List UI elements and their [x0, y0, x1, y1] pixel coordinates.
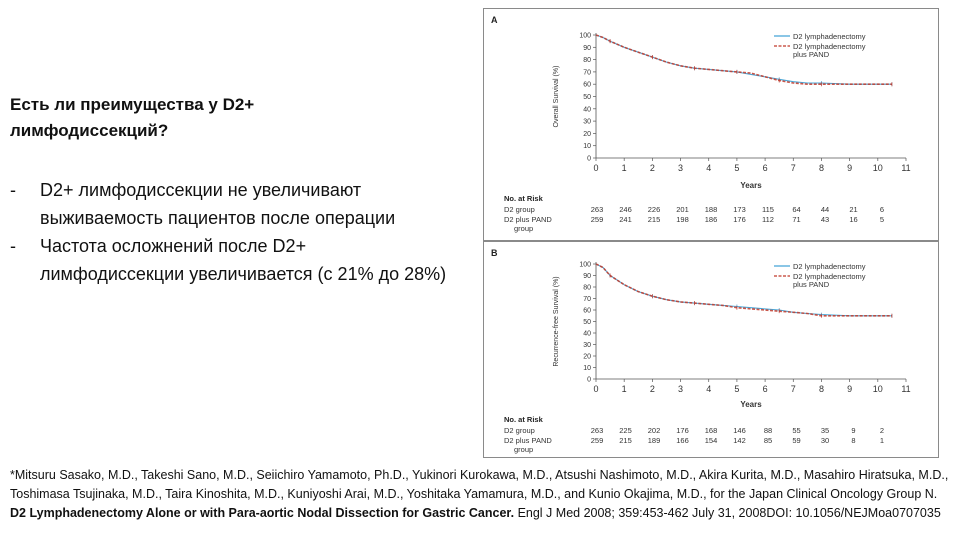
- risk-value: 8: [851, 436, 856, 445]
- bullet-dash: -: [10, 180, 16, 200]
- x-tick-label: 6: [762, 384, 768, 394]
- bullet-text: D2+ лимфодиссекции не увеличивают выживаемость пациентов после операции: [40, 180, 396, 228]
- x-tick-label: 8: [818, 163, 824, 173]
- x-tick-label: 4: [706, 384, 712, 394]
- footnote-citation: Engl J Med 2008; 359:453-462 July 31, 2008DOI: 10.1056/NEJMoa0707035: [517, 506, 941, 520]
- y-tick-label: 90: [583, 44, 591, 52]
- risk-value: 142: [733, 436, 746, 445]
- chart-panel-a: [484, 9, 938, 240]
- risk-table-title: No. at Risk: [504, 194, 543, 203]
- x-tick-label: 5: [734, 163, 740, 173]
- x-tick-label: 7: [790, 163, 796, 173]
- risk-value: 188: [704, 205, 718, 214]
- risk-value: 226: [647, 205, 661, 214]
- risk-value: 168: [704, 426, 718, 435]
- footnote-authors: *Mitsuru Sasako, M.D., Takeshi Sano, M.D., Seiichiro Yamamoto, Ph.D., Yukinori Kurokawa, M.D., Atsushi Nashimoto, M.D., Akira Kurita, M.D., Masahiro Hiratsuka, M.D., Toshimasa Tsujinaka, M.D., Taira Kinoshita, M.D., Kuniyoshi Arai, M.D., Yoshitaka Yamamura, M.D., and Kunio Okajima, M.D., for the Japan Clinical Oncology Group N.: [10, 468, 949, 501]
- risk-value: 176: [676, 426, 689, 435]
- y-tick-label: 70: [583, 296, 591, 303]
- risk-value: 201: [676, 205, 689, 214]
- legend-label: D2 lymphadenectomy: [793, 32, 866, 41]
- risk-value: 166: [676, 436, 689, 445]
- risk-value: 246: [619, 205, 632, 214]
- x-tick-label: 11: [901, 384, 911, 394]
- risk-value: 173: [733, 205, 746, 214]
- risk-value: 112: [762, 215, 774, 224]
- x-tick-label: 1: [621, 384, 627, 394]
- risk-value: 176: [733, 215, 746, 224]
- risk-value: 225: [619, 426, 632, 435]
- risk-value: 146: [733, 426, 746, 435]
- x-tick-label: 0: [593, 163, 599, 173]
- reference-footnote: [10, 466, 955, 523]
- risk-row-label: group: [514, 445, 534, 454]
- y-axis-label: Overall Survival (%): [553, 65, 560, 128]
- risk-value: 215: [619, 436, 632, 445]
- y-tick-label: 0: [587, 376, 591, 384]
- y-tick-label: 30: [583, 342, 591, 349]
- risk-value: 5: [879, 215, 885, 224]
- x-tick-label: 10: [872, 163, 883, 173]
- risk-value: 16: [849, 215, 858, 224]
- y-axis-label: Recurrence-free Survival (%): [553, 276, 560, 367]
- risk-table-title: No. at Risk: [504, 415, 543, 424]
- risk-value: 85: [763, 436, 773, 445]
- risk-value: 198: [676, 215, 689, 224]
- y-tick-label: 100: [579, 32, 591, 40]
- risk-value: 241: [619, 215, 632, 224]
- overall-survival-chart: [484, 9, 938, 240]
- legend-label: D2 lymphadenectomy: [793, 42, 866, 51]
- risk-value: 30: [820, 436, 830, 445]
- x-tick-label: 11: [901, 163, 911, 173]
- legend-label: plus PAND: [793, 280, 830, 289]
- y-tick-label: 10: [583, 365, 591, 372]
- risk-row-label: D2 plus PAND: [504, 436, 552, 445]
- risk-value: 9: [851, 426, 856, 435]
- risk-row-label: D2 group: [504, 205, 535, 214]
- risk-row-label: D2 group: [504, 426, 535, 435]
- x-tick-label: 3: [678, 163, 684, 173]
- risk-value: 202: [647, 426, 661, 435]
- panel-letter: A: [491, 15, 498, 25]
- x-tick-label: 2: [649, 384, 655, 394]
- x-tick-label: 10: [872, 384, 883, 394]
- risk-value: 55: [792, 426, 801, 435]
- x-axis-label: Years: [740, 181, 762, 190]
- risk-value: 215: [647, 215, 661, 224]
- survival-figure: [483, 8, 939, 458]
- y-tick-label: 70: [583, 69, 591, 77]
- risk-value: 263: [590, 426, 604, 435]
- panel-letter: B: [491, 248, 498, 258]
- bullet-dash: -: [10, 236, 16, 256]
- risk-value: 35: [820, 426, 830, 435]
- y-tick-label: 60: [583, 307, 591, 315]
- risk-value: 259: [590, 215, 604, 224]
- bullet-list: [10, 176, 450, 288]
- risk-value: 21: [849, 205, 858, 214]
- risk-row-label: D2 plus PAND: [504, 215, 552, 224]
- y-tick-label: 20: [583, 353, 591, 361]
- risk-value: 71: [792, 215, 801, 224]
- slide-heading: Есть ли преимущества у D2+ лимфодиссекций?: [10, 95, 255, 140]
- risk-value: 1: [879, 436, 885, 445]
- bullet-text: Частота осложнений после D2+ лимфодиссекции увеличивается (с 21% до 28%): [40, 236, 447, 284]
- y-tick-label: 50: [583, 319, 591, 326]
- risk-value: 43: [820, 215, 830, 224]
- x-tick-label: 1: [621, 163, 627, 173]
- risk-value: 115: [762, 205, 774, 214]
- footnote-article-title: D2 Lymphadenectomy Alone or with Para-aortic Nodal Dissection for Gastric Cancer.: [10, 506, 515, 520]
- x-tick-label: 7: [790, 384, 796, 394]
- risk-value: 259: [590, 436, 604, 445]
- x-tick-label: 0: [593, 384, 599, 394]
- risk-value: 6: [879, 205, 885, 214]
- y-tick-label: 80: [583, 57, 591, 65]
- chart-panel-b: [484, 240, 938, 459]
- y-tick-label: 50: [583, 94, 591, 101]
- risk-value: 64: [792, 205, 801, 214]
- y-tick-label: 0: [587, 155, 591, 163]
- risk-value: 189: [647, 436, 661, 445]
- risk-value: 154: [704, 436, 718, 445]
- x-tick-label: 2: [649, 163, 655, 173]
- y-tick-label: 90: [583, 273, 591, 280]
- y-tick-label: 30: [583, 118, 591, 126]
- x-tick-label: 6: [762, 163, 768, 173]
- y-tick-label: 10: [583, 143, 591, 151]
- bullet-item: [10, 176, 450, 232]
- x-axis-label: Years: [740, 400, 762, 409]
- y-tick-label: 40: [583, 330, 591, 338]
- recurrence-free-survival-chart: [484, 242, 938, 459]
- x-tick-label: 5: [734, 384, 740, 394]
- risk-value: 88: [763, 426, 773, 435]
- risk-row-label: group: [514, 224, 534, 233]
- legend-label: D2 lymphadenectomy: [793, 262, 866, 271]
- x-tick-label: 4: [706, 163, 712, 173]
- y-tick-label: 100: [579, 261, 591, 269]
- x-tick-label: 9: [847, 384, 853, 394]
- y-tick-label: 20: [583, 130, 591, 138]
- risk-value: 59: [792, 436, 801, 445]
- risk-value: 186: [704, 215, 718, 224]
- risk-value: 2: [879, 426, 885, 435]
- risk-value: 44: [820, 205, 830, 214]
- y-tick-label: 60: [583, 81, 591, 89]
- legend-label: plus PAND: [793, 50, 830, 59]
- bullet-item: [10, 232, 450, 288]
- y-tick-label: 40: [583, 106, 591, 114]
- x-tick-label: 9: [847, 163, 853, 173]
- risk-value: 263: [590, 205, 604, 214]
- x-tick-label: 8: [818, 384, 824, 394]
- x-tick-label: 3: [678, 384, 684, 394]
- legend-label: D2 lymphadenectomy: [793, 272, 866, 281]
- y-tick-label: 80: [583, 284, 591, 292]
